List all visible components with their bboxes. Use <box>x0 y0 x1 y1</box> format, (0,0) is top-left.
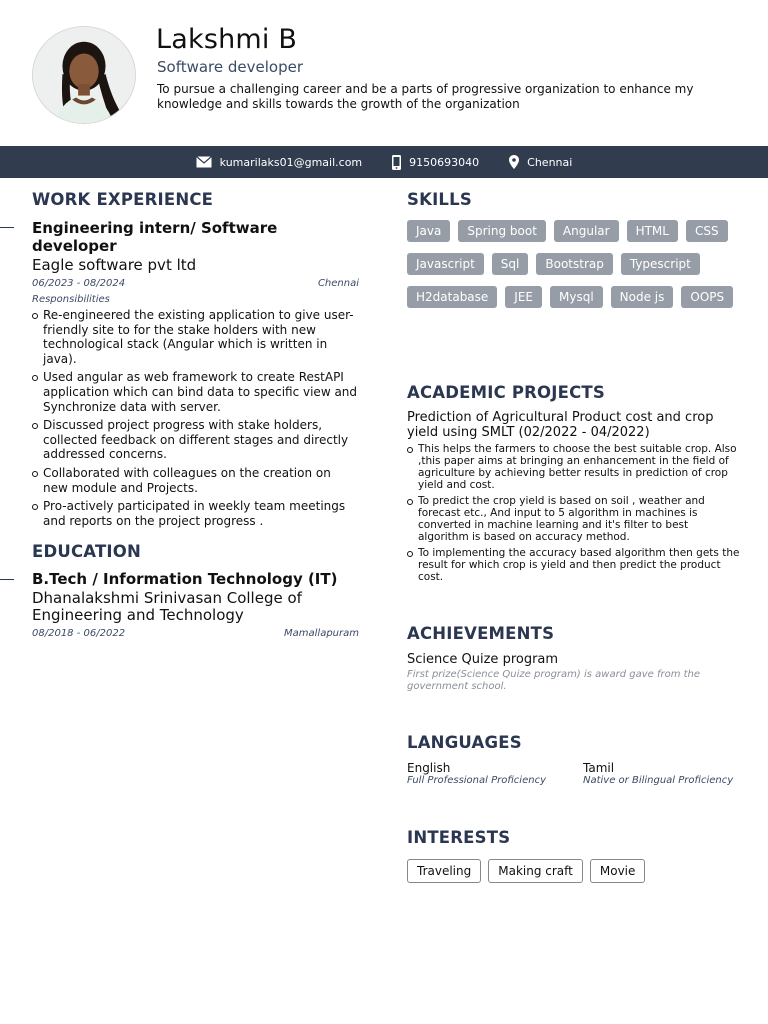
responsibilities-label: Responsibilities <box>32 294 110 305</box>
work-location: Chennai <box>317 278 359 289</box>
academic-projects-heading: ACADEMIC PROJECTS <box>407 383 605 402</box>
skill-tag: Sql <box>492 253 529 275</box>
project-title-line1: Prediction of Agricultural Product cost and crop <box>407 410 714 425</box>
achievement-entry <box>407 652 737 692</box>
education-entry <box>32 570 362 639</box>
work-meta <box>32 278 359 289</box>
resume-header <box>0 0 768 146</box>
person-photo-icon <box>33 27 135 123</box>
education-dates: 08/2018 - 06/2022 <box>32 628 126 639</box>
languages-list <box>407 761 759 786</box>
project-entry <box>407 410 747 587</box>
interests-list <box>407 859 645 883</box>
work-dates: 06/2023 - 08/2024 <box>32 278 126 289</box>
language-name: Tamil <box>583 761 615 775</box>
skill-tag: H2database <box>407 286 497 308</box>
skill-tag: JEE <box>505 286 542 308</box>
skill-tag: CSS <box>686 220 728 242</box>
list-item: To predict the crop yield is based on soil , weather and forecast etc., And input to 5 algorithm in machines is converted in machine learning and it's filter to best algorithm is based on accuracy method. <box>407 495 740 543</box>
profile-photo <box>32 26 136 124</box>
phone-text: 9150693040 <box>409 155 480 169</box>
skills-heading: SKILLS <box>407 190 472 209</box>
list-item: Discussed project progress with stake holders, collected feedback on different stages and directly addressed concerns. <box>32 418 358 462</box>
list-item: Collaborated with colleagues on the creation on new module and Projects. <box>32 466 358 495</box>
project-bullet-list <box>407 443 740 583</box>
skill-tag: Spring boot <box>458 220 546 242</box>
list-item: Used angular as web framework to create RestAPI application which can bind data to specific view and Synchronize data with server. <box>32 370 358 414</box>
skill-tag: Javascript <box>407 253 484 275</box>
job-headline: Software developer <box>157 58 304 76</box>
list-item: To implementing the accuracy based algorithm then gets the result for which crop is yield and then predict the product cost. <box>407 547 740 583</box>
contact-location <box>509 155 572 169</box>
school-name-line1: Dhanalakshmi Srinivasan College of <box>32 589 302 607</box>
contact-bar <box>0 146 768 178</box>
contact-phone[interactable] <box>392 155 479 170</box>
education-location: Mamallapuram <box>284 628 359 639</box>
interest-tag: Traveling <box>407 859 481 883</box>
skills-list <box>407 220 752 308</box>
job-title: Engineering intern/ Software developer <box>32 219 278 255</box>
skill-tag: Typescript <box>621 253 700 275</box>
list-item: Pro-actively participated in weekly team meetings and reports on the project progress . <box>32 499 358 528</box>
entry-marker <box>0 579 14 580</box>
language-item <box>407 761 583 786</box>
envelope-icon <box>196 156 212 168</box>
achievement-description: First prize(Science Quize program) is award gave from the government school. <box>407 669 701 692</box>
email-text: kumarilaks01@gmail.com <box>219 155 363 169</box>
interest-tag: Making craft <box>488 859 583 883</box>
location-pin-icon <box>509 155 519 169</box>
entry-marker <box>0 227 14 228</box>
skill-tag: Java <box>407 220 450 242</box>
achievement-title: Science Quize program <box>407 652 559 667</box>
languages-heading: LANGUAGES <box>407 733 522 752</box>
company-name: Eagle software pvt ltd <box>32 256 197 274</box>
skill-tag: Angular <box>554 220 619 242</box>
language-item <box>583 761 759 786</box>
list-item: This helps the farmers to choose the best suitable crop. Also ,this paper aims at bringing an enhancement in the field of agriculture by achieving better results in prediction of crop yield and cost. <box>407 443 740 491</box>
candidate-name: Lakshmi B <box>156 24 298 55</box>
project-title-line2: yield using SMLT (02/2022 - 04/2022) <box>407 425 650 440</box>
list-item: Re-engineered the existing application to give user-friendly site to for the stake holders with new technological stack (Angular which is written in java). <box>32 308 358 366</box>
skill-tag: Bootstrap <box>536 253 612 275</box>
contact-email[interactable] <box>196 156 362 169</box>
degree: B.Tech / Information Technology (IT) <box>32 570 338 588</box>
interests-heading: INTERESTS <box>407 828 511 847</box>
language-level: Native or Bilingual Proficiency <box>583 775 734 786</box>
skill-tag: Mysql <box>550 286 603 308</box>
school-name-line2: Engineering and Technology <box>32 606 244 624</box>
language-name: English <box>407 761 451 775</box>
phone-icon <box>392 155 401 170</box>
work-experience-heading: WORK EXPERIENCE <box>32 190 214 209</box>
responsibility-list <box>32 308 358 528</box>
education-heading: EDUCATION <box>32 542 141 561</box>
language-level: Full Professional Proficiency <box>407 775 546 786</box>
skill-tag: HTML <box>627 220 678 242</box>
interest-tag: Movie <box>590 859 646 883</box>
skill-tag: OOPS <box>681 286 733 308</box>
achievements-heading: ACHIEVEMENTS <box>407 624 555 643</box>
career-summary: To pursue a challenging career and be a parts of progressive organization to enhance my knowledge and skills towards the growth of the organization <box>157 82 694 111</box>
education-meta <box>32 628 359 639</box>
skill-tag: Node js <box>611 286 674 308</box>
work-entry <box>32 219 362 532</box>
location-text: Chennai <box>527 155 573 169</box>
